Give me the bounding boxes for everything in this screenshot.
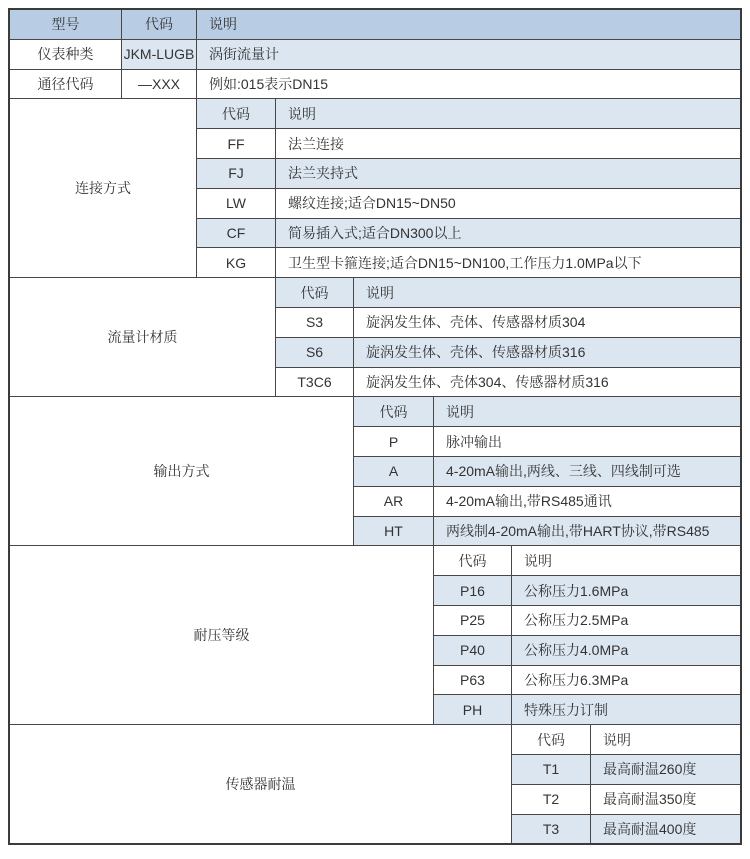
section-label-material: 流量计材质 [10, 278, 275, 396]
desc-cell-cf: 简易插入式;适合DN300以上 [276, 219, 740, 248]
section-label-pressure: 耐压等级 [10, 546, 433, 724]
desc-cell-p16: 公称压力1.6MPa [512, 576, 740, 605]
desc-cell-a: 4-20mA输出,两线、三线、四线制可选 [434, 457, 740, 486]
desc-cell-p25: 公称压力2.5MPa [512, 606, 740, 635]
col-header-code: 代码 [122, 10, 196, 39]
code-cell-ff: FF [197, 129, 275, 158]
sub-header-code: 代码 [512, 725, 590, 754]
desc-cell-fj: 法兰夹持式 [276, 159, 740, 188]
desc-cell-lw: 螺纹连接;适合DN15~DN50 [276, 189, 740, 218]
desc-cell-t3: 最高耐温400度 [591, 815, 740, 844]
model-selection-table [8, 8, 742, 845]
code-cell-t1: T1 [512, 755, 590, 784]
col-header-model: 型号 [10, 10, 121, 39]
desc-cell-ff: 法兰连接 [276, 129, 740, 158]
row-label-instrument-type: 仪表种类 [10, 40, 121, 69]
code-cell-a: A [354, 457, 433, 486]
code-cell-ar: AR [354, 487, 433, 516]
code-cell-t3c6: T3C6 [276, 368, 353, 397]
code-cell-cf: CF [197, 219, 275, 248]
code-cell-p: P [354, 427, 433, 456]
row-desc-diameter-code: 例如:015表示DN15 [197, 70, 740, 99]
code-cell-p40: P40 [434, 636, 511, 665]
row-label-diameter-code: 通径代码 [10, 70, 121, 99]
code-cell-ph: PH [434, 695, 511, 724]
desc-cell-ht: 两线制4-20mA输出,带HART协议,带RS485 [434, 517, 740, 546]
code-cell-fj: FJ [197, 159, 275, 188]
desc-cell-s6: 旋涡发生体、壳体、传感器材质316 [354, 338, 740, 367]
desc-cell-ph: 特殊压力订制 [512, 695, 740, 724]
section-label-output: 输出方式 [10, 397, 353, 545]
sub-header-desc: 说明 [434, 397, 740, 426]
desc-cell-p: 脉冲输出 [434, 427, 740, 456]
desc-cell-p40: 公称压力4.0MPa [512, 636, 740, 665]
code-cell-kg: KG [197, 248, 275, 277]
row-desc-instrument-type: 涡街流量计 [197, 40, 740, 69]
code-cell-s6: S6 [276, 338, 353, 367]
sub-header-desc: 说明 [354, 278, 740, 307]
code-cell-ht: HT [354, 517, 433, 546]
sub-header-code: 代码 [354, 397, 433, 426]
sub-header-desc: 说明 [591, 725, 740, 754]
section-label-temperature: 传感器耐温 [10, 725, 511, 843]
desc-cell-p63: 公称压力6.3MPa [512, 666, 740, 695]
sub-header-code: 代码 [434, 546, 511, 575]
desc-cell-t1: 最高耐温260度 [591, 755, 740, 784]
sub-header-code: 代码 [197, 99, 275, 128]
sub-header-desc: 说明 [512, 546, 740, 575]
code-cell-t3: T3 [512, 815, 590, 844]
code-cell-p16: P16 [434, 576, 511, 605]
desc-cell-kg: 卫生型卡箍连接;适合DN15~DN100,工作压力1.0MPa以下 [276, 248, 740, 277]
code-cell-p25: P25 [434, 606, 511, 635]
sub-header-code: 代码 [276, 278, 353, 307]
section-label-connection: 连接方式 [10, 99, 196, 277]
row-code-diameter-code: —XXX [122, 70, 196, 99]
desc-cell-t2: 最高耐温350度 [591, 785, 740, 814]
desc-cell-t3c6: 旋涡发生体、壳体304、传感器材质316 [354, 368, 740, 397]
col-header-desc: 说明 [197, 10, 740, 39]
desc-cell-s3: 旋涡发生体、壳体、传感器材质304 [354, 308, 740, 337]
code-cell-t2: T2 [512, 785, 590, 814]
desc-cell-ar: 4-20mA输出,带RS485通讯 [434, 487, 740, 516]
code-cell-s3: S3 [276, 308, 353, 337]
code-cell-lw: LW [197, 189, 275, 218]
sub-header-desc: 说明 [276, 99, 740, 128]
code-cell-p63: P63 [434, 666, 511, 695]
row-code-instrument-type: JKM-LUGB [122, 40, 196, 69]
